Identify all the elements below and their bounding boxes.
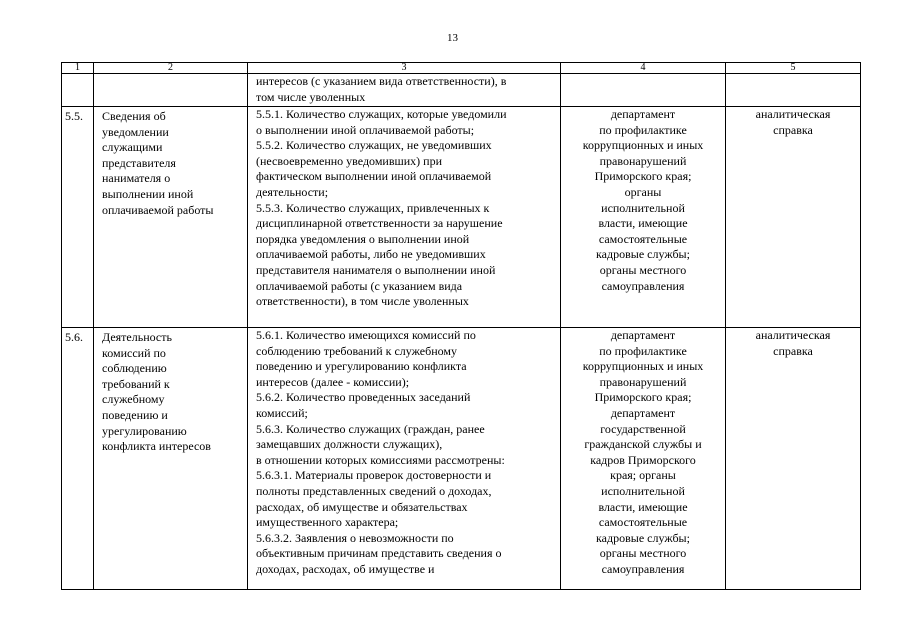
- name-line: представителя: [102, 155, 176, 170]
- name-line: оплачиваемой работы: [102, 202, 214, 217]
- dept-line: органы местного: [599, 262, 687, 277]
- content-line: представителя нанимателя о выполнении иной: [256, 262, 496, 277]
- dept-line: правонарушений: [599, 153, 687, 168]
- dept-line: исполнительной: [601, 200, 685, 215]
- content-line: интересов (далее - комиссии);: [256, 374, 410, 389]
- dept-line: правонарушений: [599, 374, 687, 389]
- content-line: соблюдению требований к служебному: [256, 343, 457, 358]
- content-line: расходах, об имуществе и обязательствах: [256, 499, 468, 514]
- doc-line: аналитическая: [755, 107, 831, 121]
- content-line: ответственности), в том числе уволенных: [256, 294, 469, 309]
- content-line: деятельности;: [256, 184, 329, 199]
- row-name: [94, 107, 248, 328]
- content-line: 5.6.3.2. Заявления о невозможности по: [256, 530, 454, 545]
- content-line: (несвоевременно уведомивших) при: [256, 153, 443, 168]
- content-line: фактическом выполнении иной оплачиваемой: [256, 169, 492, 184]
- row-name: [94, 328, 248, 590]
- dept-line: власти, имеющие: [598, 216, 688, 231]
- dept-line: государственной: [600, 421, 686, 436]
- column-header: 5: [726, 63, 861, 74]
- dept-line: коррупционных и иных: [582, 359, 704, 374]
- column-header: 1: [62, 63, 94, 74]
- content-line: оплачиваемой работы, либо не уведомивших: [256, 247, 486, 262]
- dept-line: департамент: [610, 107, 676, 121]
- dept-line: департамент: [610, 405, 676, 420]
- name-line: конфликта интересов: [102, 439, 211, 454]
- row-department: [561, 107, 726, 328]
- dept-line: исполнительной: [601, 483, 685, 498]
- row-document-type: [726, 107, 861, 328]
- page-number: 13: [447, 32, 458, 44]
- row-document-type: [726, 328, 861, 590]
- column-header: 2: [94, 63, 248, 74]
- row-content: [248, 328, 561, 590]
- row-number: 5.6.: [62, 328, 94, 590]
- doc-cell: [726, 74, 861, 107]
- name-line: поведению и: [102, 407, 168, 422]
- content-line: 5.5.1. Количество служащих, которые уведомили: [256, 107, 507, 121]
- content-line: 5.6.1. Количество имеющихся комиссий по: [256, 328, 476, 342]
- dept-line: самоуправления: [601, 561, 685, 576]
- dept-line: кадровые службы;: [596, 247, 690, 262]
- row-number: 5.5.: [62, 107, 94, 328]
- dept-line: края; органы: [610, 468, 676, 483]
- table-row: [62, 328, 861, 590]
- content-line: доходах, расходах, об имуществе и: [256, 561, 435, 576]
- doc-line: справка: [773, 122, 813, 137]
- dept-line: Приморского края;: [594, 169, 692, 184]
- dept-line: департамент: [610, 328, 676, 342]
- content-line: оплачиваемой работы (с указанием вида: [256, 278, 463, 293]
- dept-line: власти, имеющие: [598, 499, 688, 514]
- content-line: интересов (с указанием вида ответственности), в: [256, 74, 507, 88]
- content-line: 5.6.2. Количество проведенных заседаний: [256, 390, 471, 405]
- continuation-row: [62, 74, 861, 107]
- dept-line: самоуправления: [601, 278, 685, 293]
- data-table: [61, 62, 861, 590]
- name-line: требований к: [102, 376, 170, 391]
- content-line: 5.5.3. Количество служащих, привлеченных к: [256, 200, 490, 215]
- dept-line: коррупционных и иных: [582, 138, 704, 153]
- content-line: 5.6.3.1. Материалы проверок достоверности и: [256, 468, 492, 483]
- dept-line: органы местного: [599, 546, 687, 561]
- content-line: порядка уведомления о выполнении иной: [256, 231, 470, 246]
- dept-line: гражданской службы и: [584, 437, 702, 452]
- column-header: 4: [561, 63, 726, 74]
- dept-line: кадровые службы;: [596, 530, 690, 545]
- content-line: полноты представленных сведений о доходах,: [256, 483, 492, 498]
- name-line: служащими: [102, 140, 163, 155]
- dept-line: органы: [624, 184, 662, 199]
- content-line: объективным причинам представить сведения о: [256, 546, 502, 561]
- name-line: выполнении иной: [102, 186, 194, 201]
- content-line: комиссий;: [256, 405, 308, 420]
- dept-cell: [561, 74, 726, 107]
- name-line: уведомлении: [102, 124, 169, 139]
- row-department: [561, 328, 726, 590]
- content-line: имущественного характера;: [256, 515, 399, 530]
- content-line: о выполнении иной оплачиваемой работы;: [256, 122, 475, 137]
- dept-line: по профилактике: [599, 343, 687, 358]
- content-cell: [248, 74, 561, 107]
- dept-line: Приморского края;: [594, 390, 692, 405]
- row-content: [248, 107, 561, 328]
- name-cell: [94, 74, 248, 107]
- name-line: служебному: [102, 392, 165, 407]
- name-line: комиссий по: [102, 345, 166, 360]
- name-line: урегулированию: [102, 423, 187, 438]
- dept-line: кадров Приморского: [590, 452, 696, 467]
- dept-line: самостоятельные: [598, 231, 688, 246]
- content-line: замещавших должности служащих),: [256, 437, 443, 452]
- column-header: 3: [248, 63, 561, 74]
- content-line: 5.5.2. Количество служащих, не уведомивших: [256, 138, 492, 153]
- number-cell: [62, 74, 94, 107]
- content-line: том числе уволенных: [256, 89, 366, 104]
- doc-line: справка: [773, 343, 813, 358]
- content-line: дисциплинарной ответственности за нарушение: [256, 216, 503, 231]
- dept-line: по профилактике: [599, 122, 687, 137]
- content-line: 5.6.3. Количество служащих (граждан, ранее: [256, 421, 485, 436]
- content-line: в отношении которых комиссиями рассмотрены:: [256, 452, 505, 467]
- name-line: соблюдению: [102, 361, 167, 376]
- table-row: [62, 107, 861, 328]
- name-line: Сведения об: [102, 109, 166, 123]
- dept-line: самостоятельные: [598, 515, 688, 530]
- table-header-row: [62, 63, 861, 74]
- name-line: нанимателя о: [102, 171, 171, 186]
- name-line: Деятельность: [102, 330, 172, 344]
- doc-line: аналитическая: [755, 328, 831, 342]
- content-line: поведению и урегулированию конфликта: [256, 359, 467, 374]
